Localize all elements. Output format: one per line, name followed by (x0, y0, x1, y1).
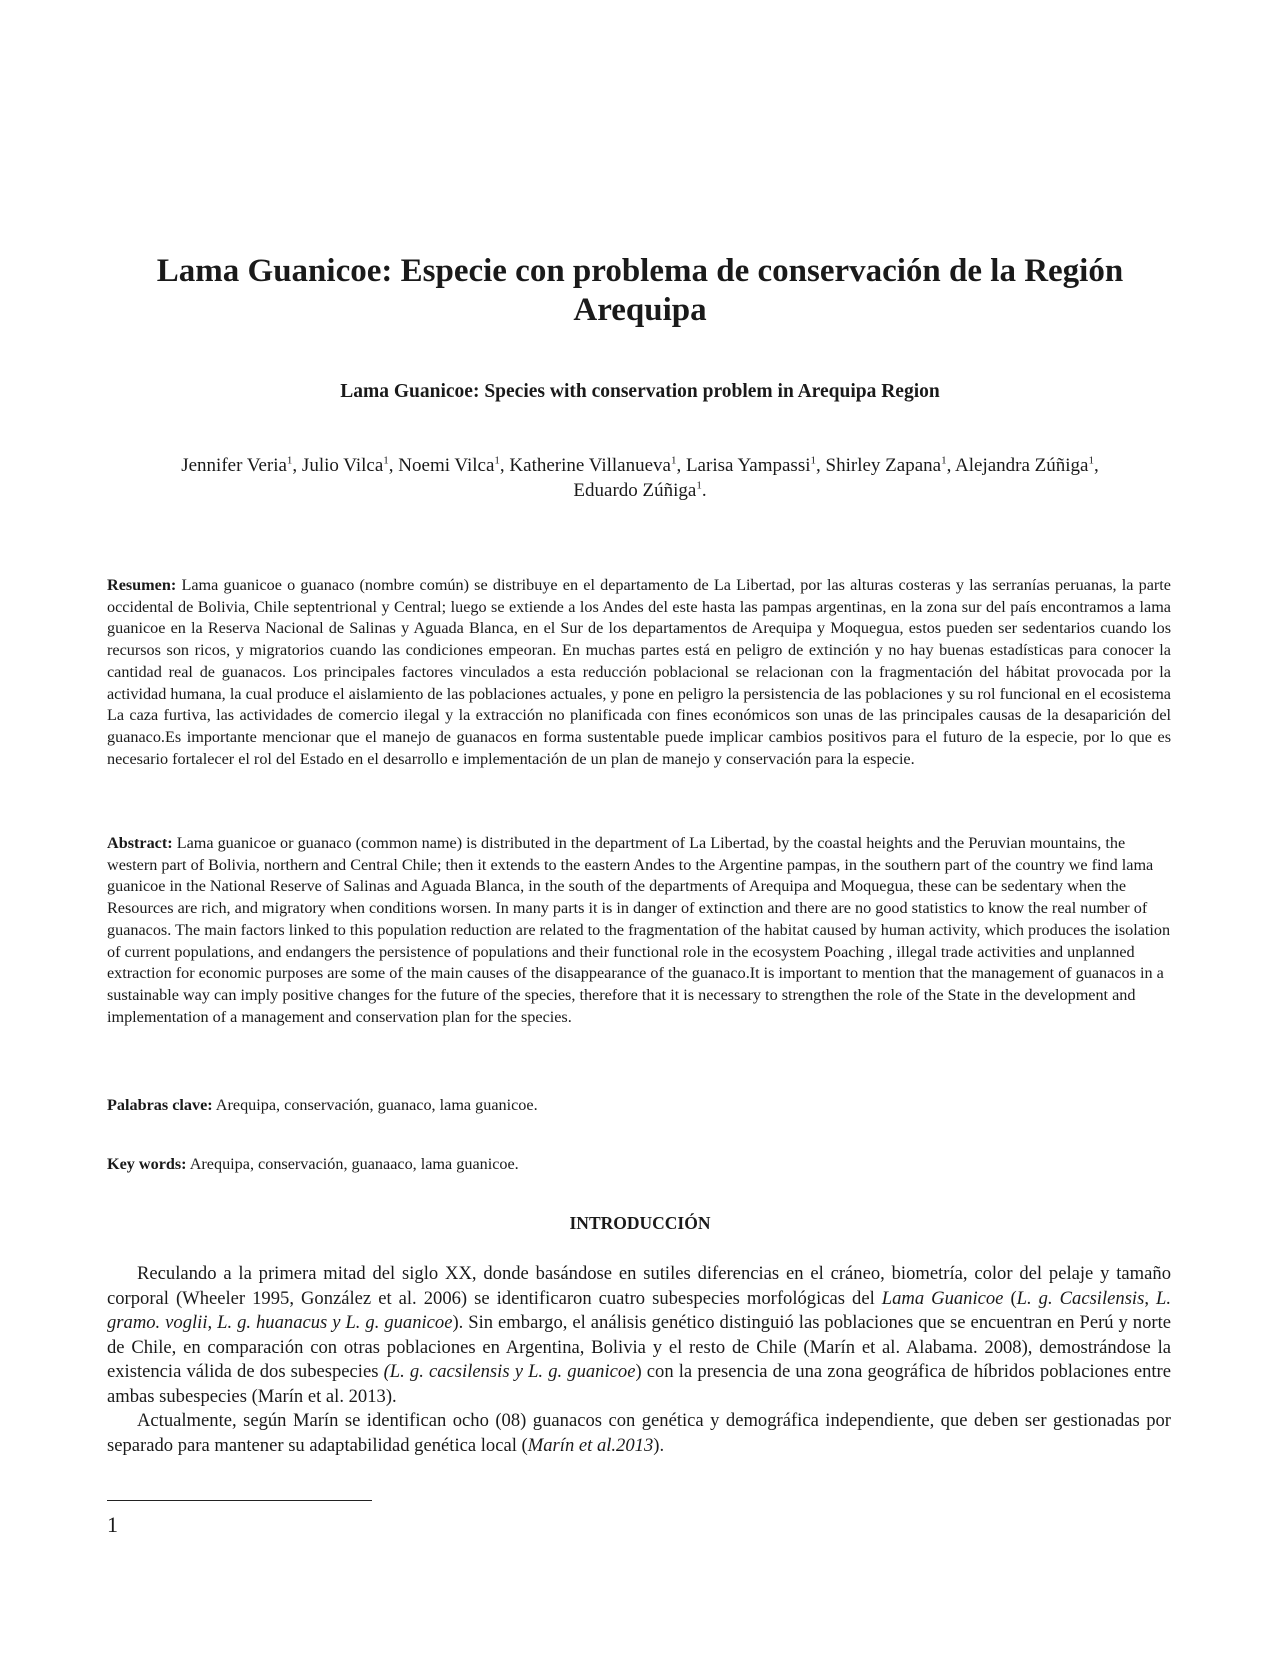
paper-title: Lama Guanicoe: Especie con problema de conservación de la Región Arequipa (156, 253, 1124, 328)
section-heading-introduccion: INTRODUCCIÓN (569, 1213, 711, 1233)
italic-text-run: Marín et al.2013 (527, 1434, 654, 1456)
text-run: ). (653, 1434, 665, 1456)
text-run: ( (1003, 1287, 1017, 1309)
author-affiliation-mark: 1 (494, 454, 500, 467)
author-list (100, 453, 1180, 503)
key-words-line (107, 1154, 1171, 1175)
text-run: Reculando a la primera mitad del siglo XX, donde basándose en sutiles diferencias en el cráneo, biometría, color del pelaje y tamaño corporal (Wheeler 1995, González et al. 2006) se identificaron cuatro subespecies morfológicas del (107, 1263, 1171, 1309)
page-number: 1 (107, 1512, 118, 1537)
palabras-clave-label: Palabras clave: (107, 1096, 213, 1114)
author-name: Alejandra Zúñiga (955, 455, 1089, 476)
author-name: Larisa Yampassi (685, 455, 811, 476)
footnote-separator (107, 1500, 372, 1501)
author-name: Julio Vilca (301, 455, 384, 476)
author-name: Katherine Villanueva (509, 455, 671, 476)
resumen-text: Lama guanicoe o guanaco (nombre común) se distribuye en el departamento de La Libertad, por las alturas costeras y las serranías peruanas, la parte occidental de Bolivia, Chile septentrional y Central; luego se extiende a los Andes del este hasta las pampas argentinas, en la zona sur del país encontramos a lama guanicoe en la Reserva Nacional de Salinas y Aguada Blanca, en el Sur de los departamentos de Arequipa y Moquegua, estos pueden ser sedentarios cuando los recursos son ricos, y migratorios cuando las condiciones empeoran. En muchas partes está en peligro de extinción y no hay buenas estadísticas para conocer la cantidad real de guanacos. Los principales factores vinculados a esta reducción poblacional se relacionan con la fragmentación del hábitat provocada por la actividad humana, la cual produce el aislamiento de las poblaciones actuales, y pone en peligro la persistencia de las poblaciones y su rol funcional en el ecosistema La caza furtiva, las actividades de comercio ilegal y la extracción no planificada con fines económicos son unas de las principales causas de la desaparición del guanaco.Es importante mencionar que el manejo de guanacos en forma sustentable puede implicar cambios positivos para el futuro de la especie, por lo que es necesario fortalecer el rol del Estado en el desarrollo e implementación de un plan de manejo y conservación para la especie. (107, 576, 1171, 768)
author-separator: , (292, 455, 302, 476)
author-separator: , (388, 455, 399, 476)
italic-text-run: L. g. huanacus y L. g. guanicoe (217, 1312, 453, 1334)
intro-paragraph-2 (107, 1409, 1171, 1458)
text-run: , (207, 1312, 218, 1334)
author-separator: , (499, 455, 510, 476)
key-words-text: Arequipa, conservación, guanaaco, lama guanicoe. (186, 1155, 519, 1173)
author-affiliation-mark: 1 (810, 454, 817, 467)
author-name: Noemi Vilca (398, 455, 495, 476)
text-run: , (1144, 1287, 1157, 1309)
author-name: Jennifer Veria (181, 455, 287, 476)
text-run: ) con la presencia de una zona geográfica de híbridos poblaciones entre ambas subespecies (Marín et al. 2013). (107, 1361, 1172, 1407)
palabras-clave-text: Arequipa, conservación, guanaco, lama guanicoe. (212, 1096, 538, 1114)
author-name: Eduardo Zúñiga (573, 480, 697, 501)
abstract-label: Abstract: (107, 834, 173, 852)
abstract-text: Lama guanicoe or guanaco (common name) is distributed in the department of La Libertad, by the coastal heights and the Peruvian mountains, the western part of Bolivia, northern and Central Chile; then it extends to the eastern Andes to the Argentine pampas, in the southern part of the country we find lama guanicoe in the National Reserve of Salinas and Aguada Blanca, in the south of the departments of Arequipa and Moquegua, these can be sedentary when the Resources are rich, and migratory when conditions worsen. In many parts it is in danger of extinction and there are no good statistics to know the real number of guanacos. The main factors linked to this population reduction are related to the fragmentation of the habitat caused by human activity, which produces the isolation of current populations, and endangers the persistence of populations and their functional role in the ecosystem Poaching , illegal trade activities and unplanned extraction for economic purposes are some of the main causes of the disappearance of the guanaco.It is important to mention that the management of guanacos in a sustainable way can imply positive changes for the future of the species, therefore that it is necessary to strengthen the role of the State in the development and implementation of a management and conservation plan for the species. (107, 834, 1171, 1026)
italic-text-run: Lama Guanicoe (881, 1287, 1004, 1309)
author-affiliation-mark: 1 (286, 454, 293, 467)
author-separator: , (1094, 455, 1099, 476)
key-words-label: Key words: (107, 1155, 187, 1173)
author-affiliation-mark: 1 (1088, 454, 1094, 467)
author-affiliation-mark: 1 (941, 454, 947, 467)
paper-subtitle-english: Lama Guanicoe: Species with conservation problem in Arequipa Region (340, 381, 940, 402)
text-run: ). Sin embargo, el análisis genético distinguió las poblaciones que se encuentran en Perú y norte de Chile, en comparación con otras poblaciones en Argentina, Bolivia y el resto de Chile (Marín et al. Alabama. 2008), demostrándose la existencia válida de dos subespecies (107, 1312, 1172, 1383)
author-separator: , (676, 455, 686, 476)
intro-paragraph-1 (107, 1262, 1171, 1410)
abstract-paragraph (107, 833, 1171, 1028)
palabras-clave-line (107, 1095, 1171, 1116)
author-affiliation-mark: 1 (383, 454, 389, 467)
italic-text-run: (L. g. cacsilensis y L. g. guanicoe (383, 1361, 636, 1383)
italic-text-run: L. gramo. voglii (107, 1287, 1172, 1334)
author-separator: , (946, 455, 956, 476)
author-affiliation-mark: 1 (670, 454, 677, 467)
author-affiliation-mark: 1 (696, 479, 702, 492)
author-separator: . (701, 480, 707, 501)
author-separator: , (816, 455, 826, 476)
author-name: Shirley Zapana (825, 455, 942, 476)
resumen-label: Resumen: (107, 576, 177, 594)
resumen-paragraph (107, 575, 1171, 770)
text-run: Actualmente, según Marín se identifican ocho (08) guanacos con genética y demográfica independiente, que deben ser gestionadas por separado para mantener su adaptabilidad genética local ( (107, 1410, 1171, 1456)
italic-text-run: L. g. Cacsilensis (1016, 1287, 1145, 1309)
